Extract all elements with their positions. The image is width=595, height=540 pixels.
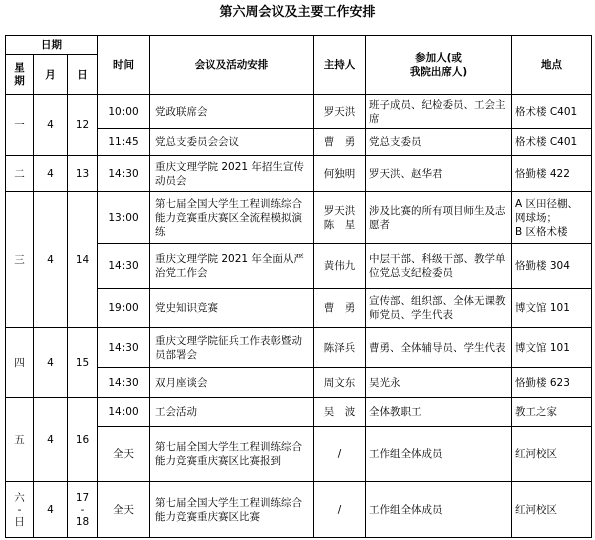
attendees-cell: 党总支委员 [366,129,512,156]
attendees-cell: 工作组全体成员 [366,427,512,482]
location-cell: 格术楼 C401 [512,95,592,129]
header-activity: 会议及活动安排 [150,36,314,95]
location-cell: 教工之家 [512,398,592,427]
time-cell: 14:30 [98,156,150,192]
host-cell: 黄伟九 [314,244,366,289]
header-weekday-text: 星期 [14,61,25,87]
time-cell: 14:30 [98,244,150,289]
attendees-cell: 中层干部、科级干部、教学单位党总支纪检委员 [366,244,512,289]
table-row [6,482,592,538]
host-cell: 陈泽兵 [314,328,366,368]
month-cell: 4 [34,156,68,192]
attendees-cell: 涉及比赛的所有项目师生及志愿者 [366,192,512,244]
attendees-cell: 班子成员、纪检委员、工会主席 [366,95,512,129]
host-cell: 曹 勇 [314,129,366,156]
table-row [6,156,592,192]
day-cell: 15 [68,328,98,398]
time-cell: 11:45 [98,129,150,156]
weekday-cell: 三 [6,192,34,328]
time-cell: 14:30 [98,368,150,398]
attendees-cell: 全体教职工 [366,398,512,427]
activity-cell: 重庆文理学院征兵工作表彰暨动员部署会 [150,328,314,368]
page-title: 第六周会议及主要工作安排 [219,5,376,20]
location-cell: 博文馆 101 [512,328,592,368]
activity-cell: 双月座谈会 [150,368,314,398]
month-cell: 4 [34,192,68,328]
activity-cell: 工会活动 [150,398,314,427]
header-host: 主持人 [314,36,366,95]
weekday-cell: 六 - 日 [6,482,34,538]
schedule-table [5,35,592,538]
attendees-cell: 宣传部、组织部、全体无课教师党员、学生代表 [366,289,512,328]
location-cell: 恪勤楼 623 [512,368,592,398]
weekday-cell: 四 [6,328,34,398]
activity-cell: 重庆文理学院 2021 年全面从严治党工作会 [150,244,314,289]
table-row [6,192,592,244]
header-day: 日 [68,55,98,95]
activity-cell: 党总支委员会会议 [150,129,314,156]
attendees-cell: 吴光永 [366,368,512,398]
time-cell: 19:00 [98,289,150,328]
activity-cell: 第七届全国大学生工程训练综合能力竞赛重庆赛区全流程模拟演练 [150,192,314,244]
activity-cell: 第七届全国大学生工程训练综合能力竞赛重庆赛区比赛报到 [150,427,314,482]
header-weekday [6,55,34,95]
time-cell: 14:00 [98,398,150,427]
location-cell: 格术楼 C401 [512,129,592,156]
time-cell: 全天 [98,482,150,538]
table-row [6,95,592,129]
header-time: 时间 [98,36,150,95]
month-cell: 4 [34,482,68,538]
day-cell: 17 - 18 [68,482,98,538]
day-cell: 14 [68,192,98,328]
table-row [6,328,592,368]
location-cell: A 区田径棚、网球场； B 区格术楼 [512,192,592,244]
header-month: 月 [34,55,68,95]
activity-cell: 党政联席会 [150,95,314,129]
month-cell: 4 [34,328,68,398]
time-cell: 全天 [98,427,150,482]
host-cell: 罗天洪 [314,95,366,129]
host-cell: 吴 波 [314,398,366,427]
month-cell: 4 [34,95,68,156]
header-date-group: 日期 [6,36,98,55]
location-cell: 恪勤楼 422 [512,156,592,192]
host-cell: 罗天洪 陈 星 [314,192,366,244]
header-location: 地点 [512,36,592,95]
time-cell: 14:30 [98,328,150,368]
location-cell: 红河校区 [512,482,592,538]
weekday-cell: 二 [6,156,34,192]
host-cell: / [314,482,366,538]
time-cell: 10:00 [98,95,150,129]
location-cell: 博文馆 101 [512,289,592,328]
activity-cell: 第七届全国大学生工程训练综合能力竞赛重庆赛区比赛 [150,482,314,538]
weekday-cell: 一 [6,95,34,156]
attendees-cell: 工作组全体成员 [366,482,512,538]
activity-cell: 重庆文理学院 2021 年招生宣传动员会 [150,156,314,192]
day-cell: 12 [68,95,98,156]
weekday-cell: 五 [6,398,34,482]
header-attendees: 参加人(或 我院出席人) [366,36,512,95]
host-cell: / [314,427,366,482]
attendees-cell: 罗天洪、赵华君 [366,156,512,192]
host-cell: 曹 勇 [314,289,366,328]
location-cell: 恪勤楼 304 [512,244,592,289]
location-cell: 红河校区 [512,427,592,482]
attendees-cell: 曹勇、全体辅导员、学生代表 [366,328,512,368]
activity-cell: 党史知识竞赛 [150,289,314,328]
month-cell: 4 [34,398,68,482]
day-cell: 13 [68,156,98,192]
time-cell: 13:00 [98,192,150,244]
host-cell: 周文东 [314,368,366,398]
day-cell: 16 [68,398,98,482]
host-cell: 何独明 [314,156,366,192]
table-row [6,398,592,427]
